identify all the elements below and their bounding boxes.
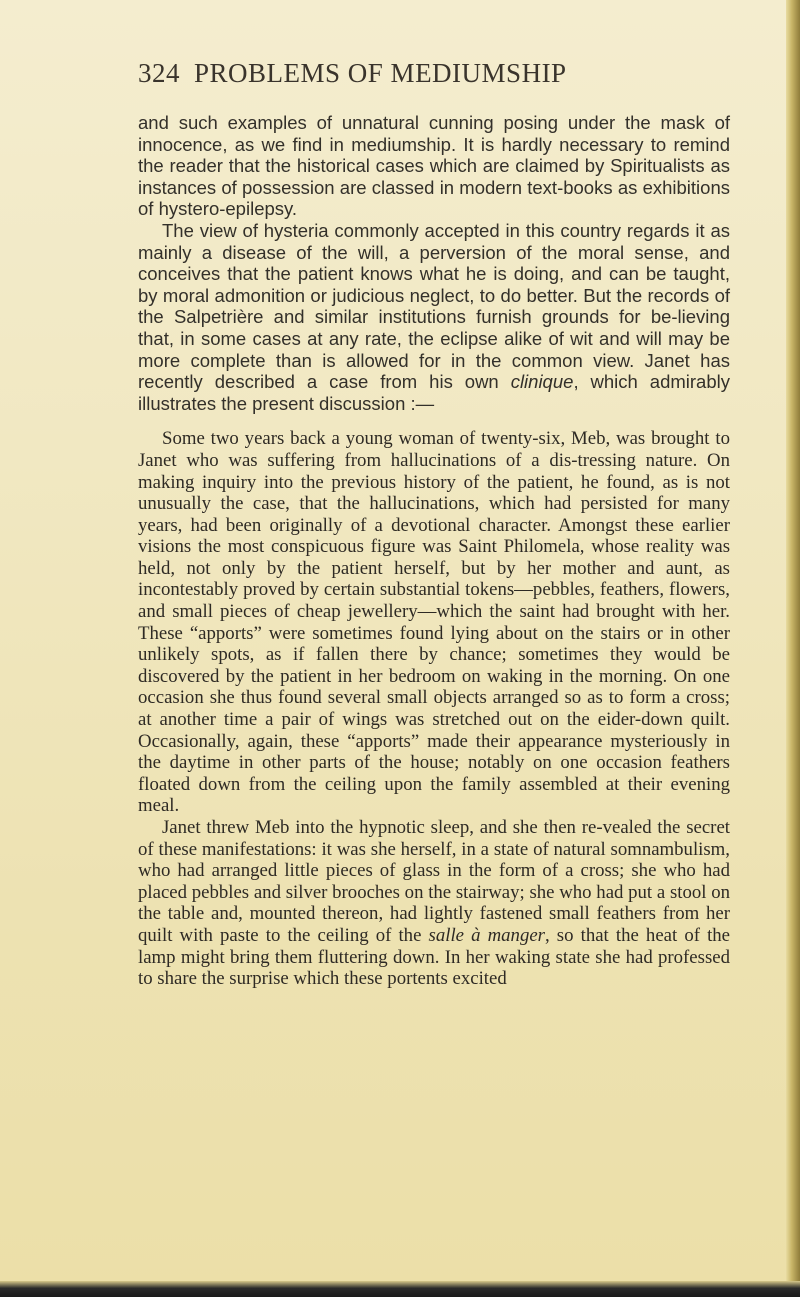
body-text — [138, 112, 730, 990]
paragraph-text: , which admirably illustrates the present discussion :— — [138, 371, 730, 414]
page-edge-shadow — [786, 0, 800, 1297]
paragraph-hysteria-view — [138, 220, 730, 414]
running-head — [138, 58, 738, 89]
paragraph-text: Janet threw Meb into the hypnotic sleep, and she then re-vealed the secret of these manifestations: it was she herself, in a state of natural somnambulism, who had arranged little pieces of glass in the form of a cross; she who had placed pebbles and silver brooches on the stairway; she who had put a stool on the table and, mounted thereon, had lightly fastened small feathers from her quilt with paste to the ceiling of the — [138, 817, 730, 946]
paragraph-case-revelation — [138, 817, 730, 990]
paragraph-text: The view of hysteria commonly accepted in this country regards it as mainly a disease of the will, a perversion of the moral sense, and conceives that the patient knows what he is doing, and can be taught, by moral admonition or judicious neglect, to do better. But the records of the Salpetrière and similar institutions furnish grounds for be-lieving that, in some cases at any rate, the eclipse alike of wit and will may be more complete than is allowed for in the common view. Janet has recently described a case from his own — [138, 219, 730, 393]
paragraph-case-meb: Some two years back a young woman of twenty-six, Meb, was brought to Janet who was suffering from hallucinations of a dis-tressing nature. On making inquiry into the previous history of the patient, he found, as is not unusually the case, that the hallucinations, which had persisted for many years, had been originally of a devotional character. Amongst these earlier visions the most conspicuous figure was Saint Philomela, whose reality was held, not only by the patient herself, but by her mother and aunt, as incontestably proved by certain substantial tokens—pebbles, feathers, flowers, and small pieces of cheap jewellery—which the saint had brought with her. These “apports” were sometimes found lying about on the stairs or in other unlikely spots, as if fallen there by chance; sometimes they would be discovered by the patient in her bedroom on waking in the morning. On one occasion she thus found several small objects arranged so as to form a cross; at another time a pair of wings was stretched out on the eider-down quilt. Occasionally, again, these “apports” made their appearance mysteriously in the daytime in other parts of the house; notably on one occasion feathers floated down from the ceiling upon the family assembled at their evening meal. — [138, 428, 730, 817]
paragraph-text: , so that the heat of the lamp might bring them fluttering down. In her waking state she had professed to share the surprise which these portents excited — [138, 924, 731, 990]
paragraph-continuation: and such examples of unnatural cunning posing under the mask of innocence, as we find in mediumship. It is hardly necessary to remind the reader that the historical cases which are claimed by Spiritualists as instances of possession are classed in modern text-books as exhibitions of hystero-epilepsy. — [138, 112, 730, 220]
page-number: 324 — [138, 58, 180, 88]
italic-term: clinique — [510, 371, 574, 393]
page-bottom-edge — [0, 1281, 800, 1297]
italic-term: salle à manger — [428, 924, 545, 946]
quoted-case-study — [138, 428, 730, 989]
running-title: PROBLEMS OF MEDIUMSHIP — [194, 58, 567, 88]
